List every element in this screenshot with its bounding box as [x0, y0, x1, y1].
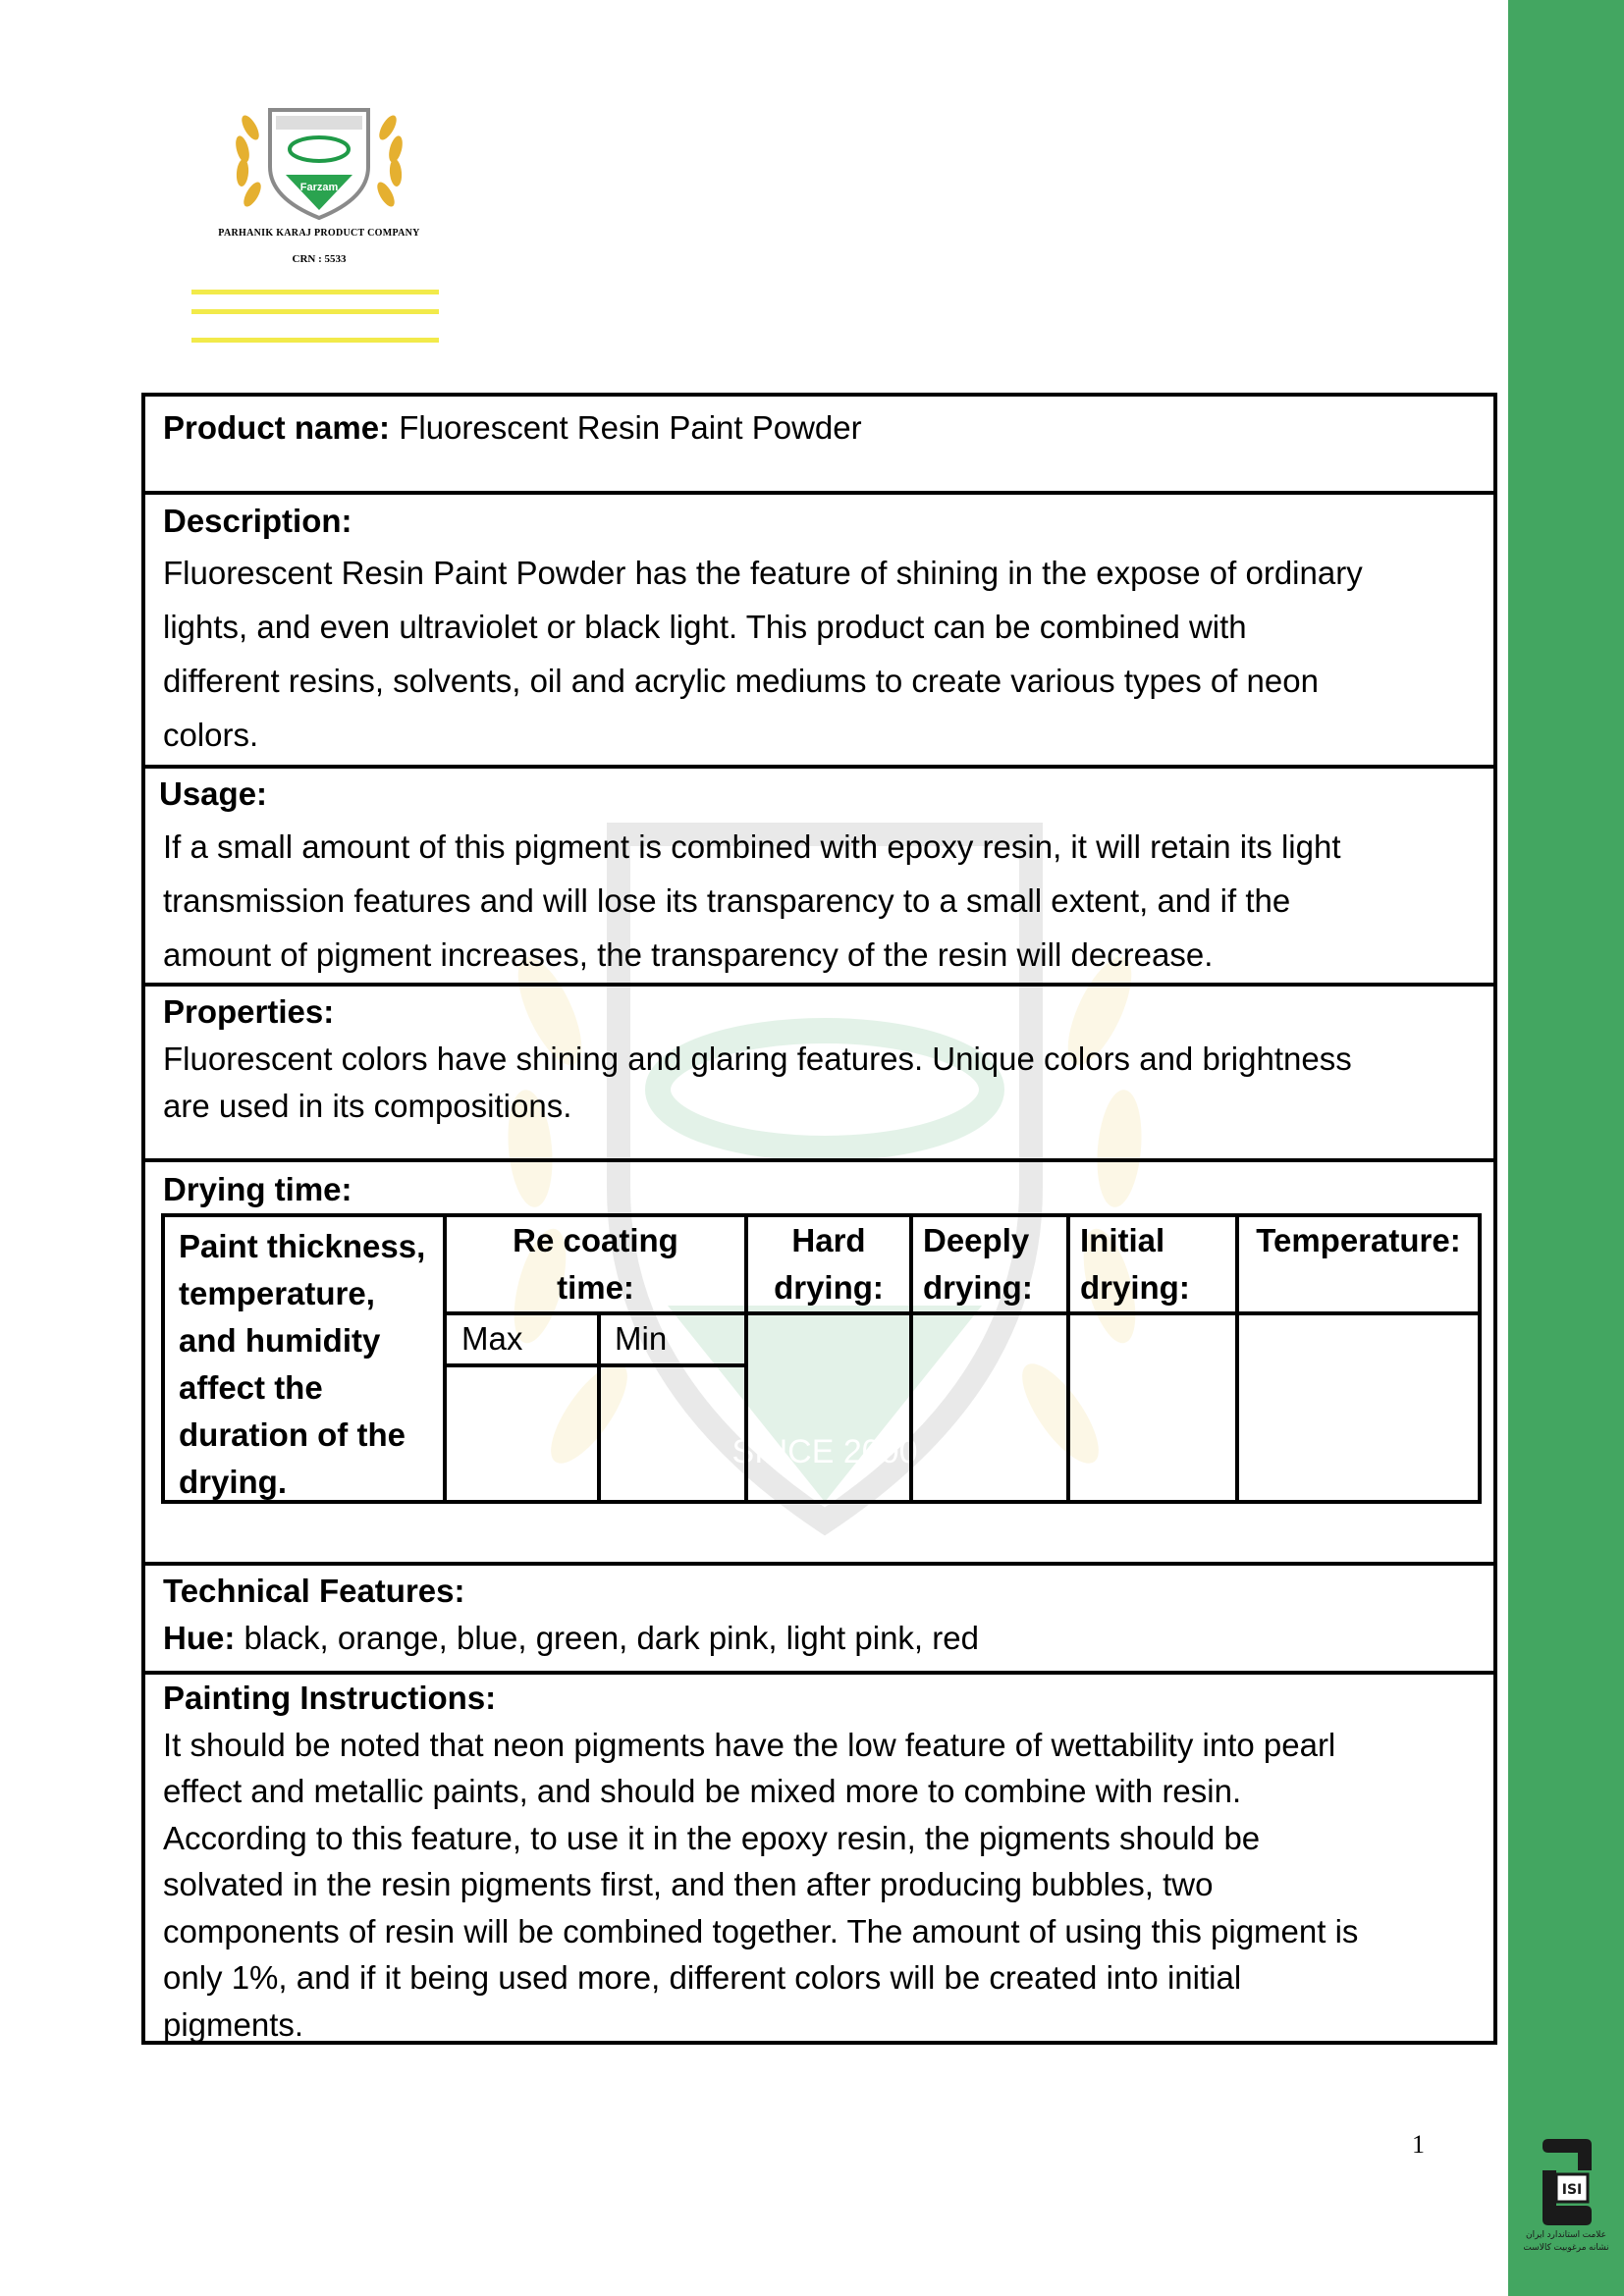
painting-line: only 1%, and if it being used more, different colors will be created into initial — [163, 1959, 1242, 1996]
company-crn: CRN : 5533 — [292, 253, 347, 265]
drying-note: Paint thickness, temperature, and humidity affect the duration of the drying. — [179, 1228, 426, 1500]
green-side-bar — [1508, 0, 1624, 2296]
painting-instructions-label: Painting Instructions: — [163, 1680, 497, 1716]
recoating-max-header: Max — [461, 1320, 523, 1357]
yellow-divider-line — [191, 309, 439, 314]
yellow-divider-line — [191, 338, 439, 343]
description-line: different resins, solvents, oil and acrylic mediums to create various types of neon — [163, 663, 1319, 699]
svg-text:ISI: ISI — [1561, 2182, 1583, 2198]
properties-line: Fluorescent colors have shining and glaring features. Unique colors and brightness — [163, 1041, 1352, 1077]
initial-drying-header: Initial drying: — [1080, 1222, 1190, 1306]
usage-line: If a small amount of this pigment is combined with epoxy resin, it will retain its light — [163, 828, 1341, 865]
hue-value: black, orange, blue, green, dark pink, light pink, red — [244, 1620, 979, 1656]
painting-line: solvated in the resin pigments first, and then after producing bubbles, two — [163, 1866, 1214, 1902]
description-line: lights, and even ultraviolet or black light. This product can be combined with — [163, 609, 1247, 645]
company-logo — [191, 88, 447, 373]
standard-caption: علامت استاندارد ایران نشانه مرغوبیت کالاست — [1523, 2229, 1609, 2252]
product-name-value: Fluorescent Resin Paint Powder — [399, 409, 862, 446]
drying-time-section — [145, 1162, 1493, 1566]
product-datasheet — [141, 393, 1497, 2045]
product-name-label: Product name: — [163, 409, 391, 446]
painting-line: pigments. — [163, 2005, 304, 2043]
technical-features-section — [145, 1566, 1493, 1675]
yellow-divider-line — [191, 290, 439, 294]
company-name: PARHANIK KARAJ PRODUCT COMPANY — [218, 228, 420, 239]
temperature-header: Temperature: — [1256, 1222, 1461, 1258]
usage-line: amount of pigment increases, the transparency of the resin will decrease. — [163, 936, 1214, 973]
usage-section — [145, 769, 1493, 987]
painting-instructions-section — [145, 1675, 1493, 2045]
product-name-section — [145, 397, 1493, 495]
hue-label: Hue: — [163, 1620, 236, 1656]
recoating-min-header: Min — [615, 1320, 668, 1357]
watermark-since-text: SINCE 2000 — [731, 1433, 918, 1470]
description-line: Fluorescent Resin Paint Powder has the feature of shining in the expose of ordinary — [163, 555, 1363, 591]
properties-label: Properties: — [163, 993, 335, 1030]
painting-line: effect and metallic paints, and should be mixed more to combine with resin. — [163, 1773, 1242, 1809]
properties-line: are used in its compositions. — [163, 1088, 572, 1124]
painting-line: It should be noted that neon pigments have the low feature of wettability into pearl — [163, 1726, 1336, 1763]
recoating-time-header: Re coating time: — [513, 1222, 678, 1306]
deeply-drying-header: Deeply drying: — [923, 1222, 1033, 1306]
drying-time-table — [161, 1213, 1482, 1504]
painting-line: According to this feature, to use it in the epoxy resin, the pigments should be — [163, 1819, 1261, 1856]
drying-time-label: Drying time: — [163, 1171, 352, 1207]
hard-drying-header: Hard drying: — [774, 1222, 884, 1306]
description-label: Description: — [163, 503, 352, 539]
properties-section — [145, 987, 1493, 1162]
page-number: 1 — [1412, 2130, 1425, 2159]
usage-line: transmission features and will lose its transparency to a small extent, and if the — [163, 882, 1291, 919]
usage-label: Usage: — [159, 775, 268, 812]
technical-features-label: Technical Features: — [163, 1573, 465, 1609]
company-emblem-icon — [191, 88, 447, 226]
description-line: colors. — [163, 717, 259, 753]
description-section — [145, 495, 1493, 769]
painting-line: components of resin will be combined together. The amount of using this pigment is — [163, 1912, 1359, 1949]
svg-text:Farzam: Farzam — [299, 182, 339, 193]
